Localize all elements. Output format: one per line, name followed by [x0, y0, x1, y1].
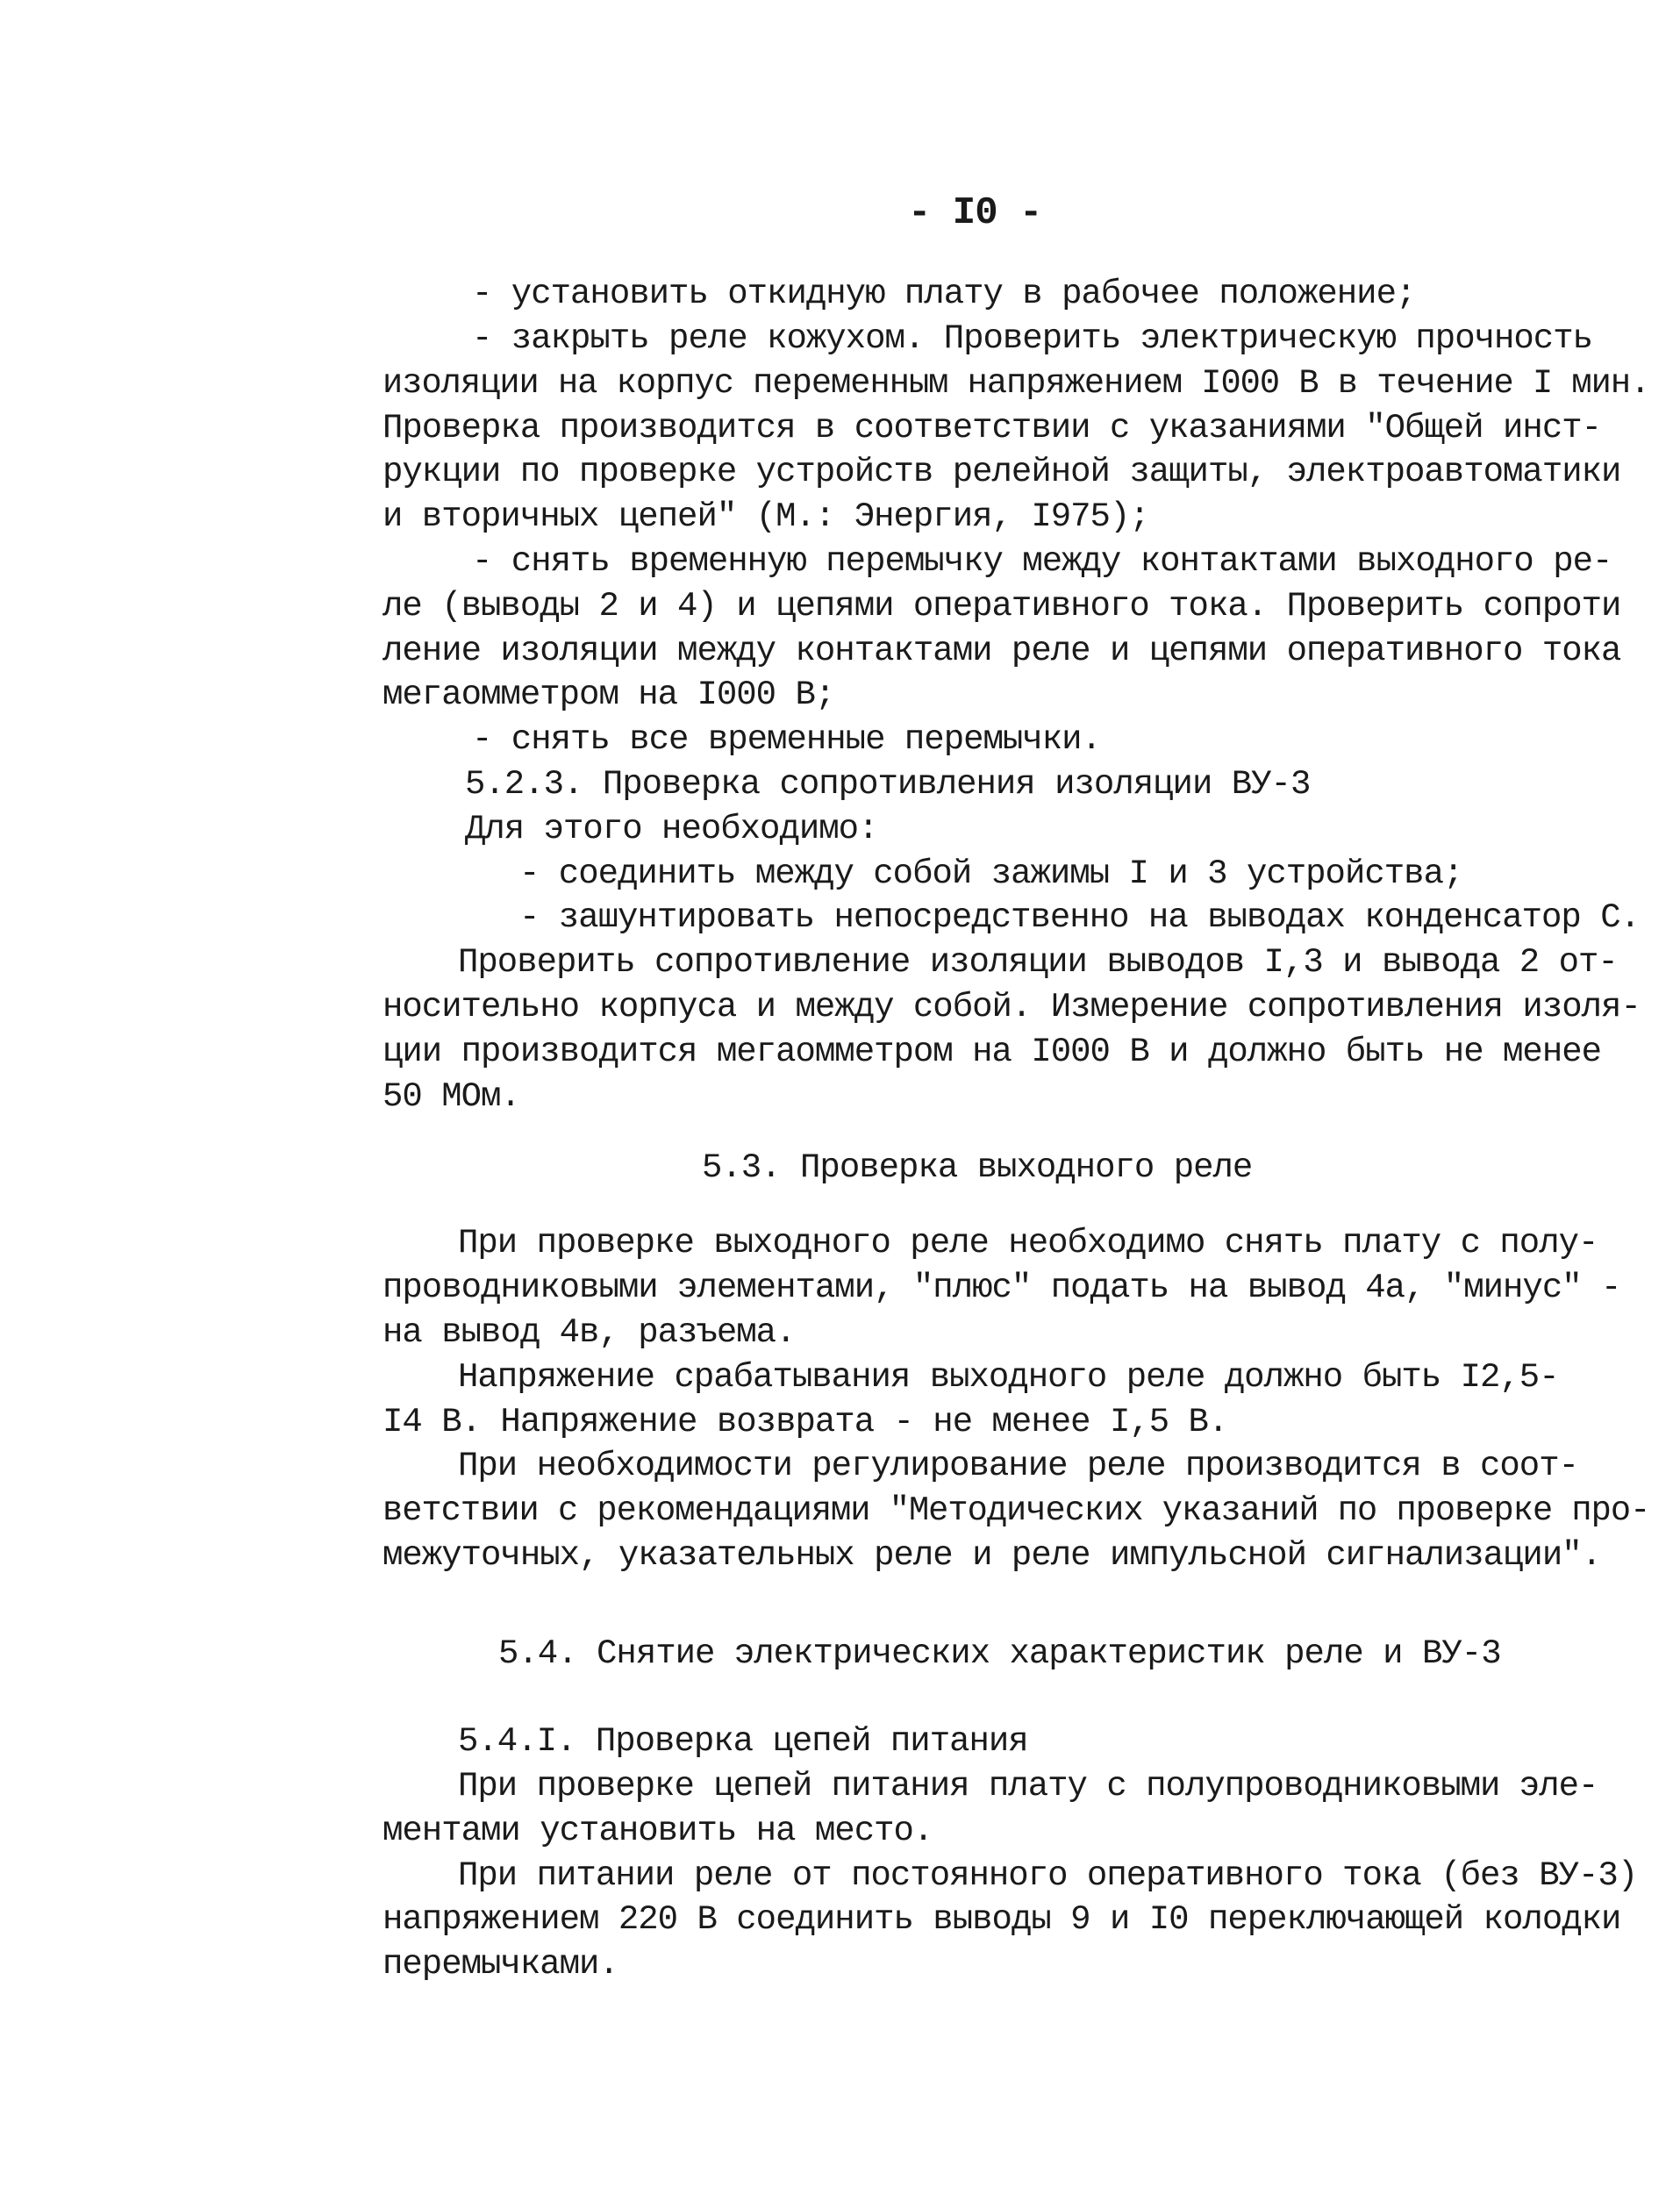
text-line: изоляции на корпус переменным напряжением I000 В в течение I мин. [382, 364, 1650, 403]
text-line: Проверка производится в соответствии с указаниями "Общей инст- [382, 409, 1602, 447]
text-line: Проверить сопротивление изоляции выводов I,3 и вывода 2 от- [458, 943, 1618, 982]
text-line: ление изоляции между контактами реле и цепями оперативного тока [382, 632, 1621, 670]
section-heading-5-4: 5.4. Снятие электрических характеристик реле и ВУ-3 [498, 1634, 1501, 1673]
text-line: мегаомметром на I000 В; [382, 676, 835, 714]
text-line: перемычками. [382, 1945, 618, 1984]
text-line: При проверке цепей питания плату с полупроводниковыми эле- [458, 1767, 1598, 1805]
text-line: рукции по проверке устройств релейной защиты, электроавтоматики [382, 453, 1621, 491]
text-line: ветствии с рекомендациями "Методических указаний по проверке про- [382, 1491, 1650, 1530]
text-line: I4 В. Напряжение возврата - не менее I,5 В. [382, 1403, 1228, 1441]
page-number: - I0 - [908, 191, 1042, 235]
text-line: ле (выводы 2 и 4) и цепями оперативного тока. Проверить сопроти [382, 587, 1621, 626]
section-heading-5-3: 5.3. Проверка выходного реле [702, 1148, 1253, 1187]
text-line: При питании реле от постоянного оперативного тока (без ВУ-3) [458, 1856, 1638, 1895]
text-line: ции производится мегаомметром на I000 В и должно быть не менее [382, 1033, 1602, 1071]
text-line: - снять временную перемычку между контактами выходного ре- [472, 542, 1612, 581]
section-heading-5-2-3: 5.2.3. Проверка сопротивления изоляции ВУ-3 [465, 765, 1311, 804]
text-line: - установить откидную плату в рабочее положение; [472, 275, 1416, 313]
list-item: - зашунтировать непосредственно на выводах конденсатор С. [519, 898, 1641, 937]
text-line: межуточных, указательных реле и реле импульсной сигнализации". [382, 1536, 1602, 1575]
text-line: напряжением 220 В соединить выводы 9 и I0 переключающей колодки [382, 1900, 1621, 1939]
text-line: проводниковыми элементами, "плюс" подать на вывод 4а, "минус" - [382, 1269, 1621, 1307]
text-line: - снять все временные перемычки. [472, 720, 1101, 759]
section-heading-5-4-1: 5.4.I. Проверка цепей питания [458, 1722, 1028, 1761]
text-line: и вторичных цепей" (М.: Энергия, I975); [382, 497, 1149, 536]
text-line: носительно корпуса и между собой. Измерение сопротивления изоля- [382, 988, 1641, 1026]
text-line: на вывод 4в, разъема. [382, 1313, 796, 1352]
text-line: ментами установить на место. [382, 1812, 933, 1850]
text-line: 50 МОм. [382, 1077, 520, 1116]
text-line: При проверке выходного реле необходимо снять плату с полу- [458, 1224, 1598, 1262]
text-line: Для этого необходимо: [465, 810, 878, 848]
text-line: При необходимости регулирование реле производится в соот- [458, 1447, 1579, 1485]
list-item: - соединить между собой зажимы I и 3 устройства; [519, 854, 1463, 893]
text-line: Напряжение срабатывания выходного реле должно быть I2,5- [458, 1358, 1559, 1397]
text-line: - закрыть реле кожухом. Проверить электрическую прочность [472, 319, 1593, 358]
